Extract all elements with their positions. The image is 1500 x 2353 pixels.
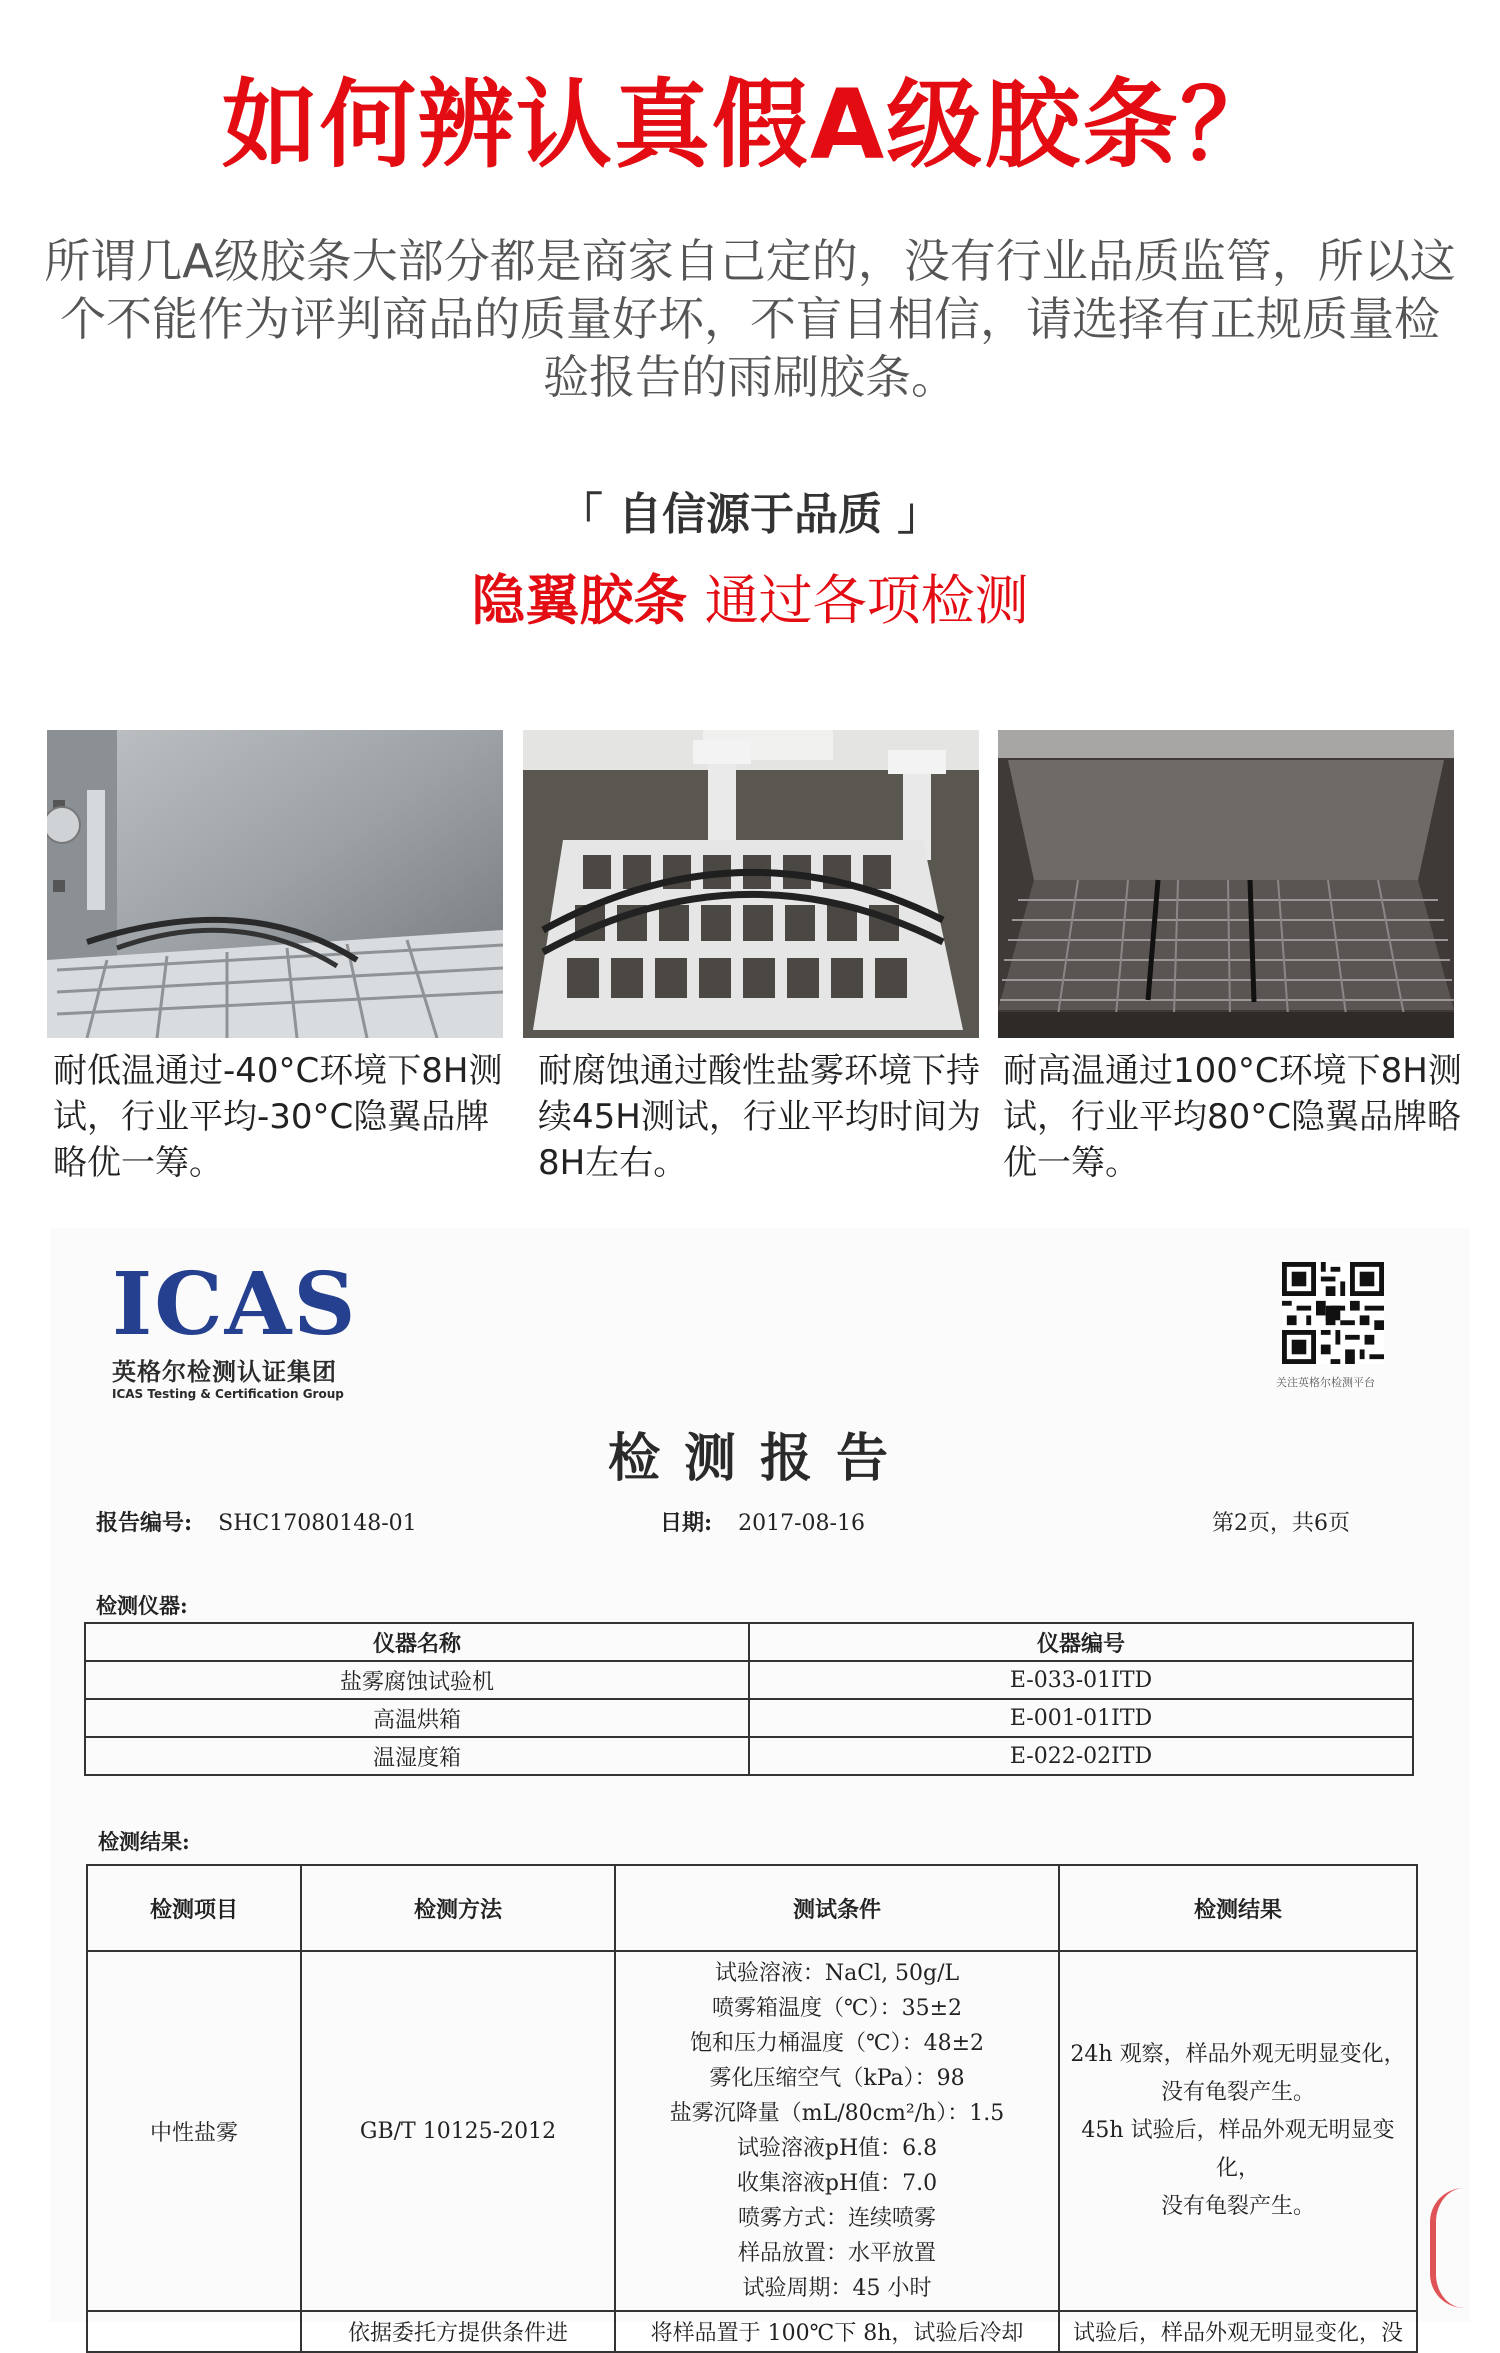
condition-line: 饱和压力桶温度（℃）：48±2 — [689, 2031, 985, 2056]
table-header-cell: 仪器编号 — [749, 1623, 1413, 1661]
report-number-value: SHC17080148-01 — [218, 1511, 417, 1536]
table-row — [85, 1661, 1413, 1699]
table-header-cell: 测试条件 — [615, 1865, 1059, 1951]
icas-logo-english: ICAS Testing & Certification Group — [112, 1387, 344, 1401]
report-number — [96, 1506, 417, 1537]
subheading-brand: 隐翼胶条 — [471, 569, 688, 632]
tagline: 「 自信源于品质 」 — [558, 489, 942, 540]
result-line: 45h 试验后，样品外观无明显变化， — [1081, 2118, 1395, 2181]
instrument-name: 盐雾腐蚀试验机 — [85, 1661, 749, 1699]
test-caption-low-temp: 耐低温通过-40°C环境下8H测试，行业平均-30°C隐翼品牌略优一筹。 — [53, 1051, 503, 1183]
instrument-code: E-033-01ITD — [749, 1661, 1413, 1699]
instrument-code: E-022-02ITD — [749, 1737, 1413, 1775]
report-title: 检测报告 — [607, 1428, 912, 1489]
subheading-rest: 通过各项检测 — [704, 569, 1029, 632]
icas-logo-chinese: 英格尔检测认证集团 — [112, 1358, 337, 1386]
test-conditions: 将样品置于 100℃下 8h，试验后冷却 — [615, 2311, 1059, 2352]
test-result: 试验后，样品外观无明显变化，没 — [1059, 2311, 1417, 2352]
salt-spray-chamber-photo — [523, 730, 979, 1038]
report-date-value: 2017-08-16 — [738, 1511, 865, 1536]
test-item: 中性盐雾 — [87, 1951, 301, 2311]
condition-line: 喷雾箱温度（℃）：35±2 — [711, 1996, 963, 2021]
condition-line: 试验溶液：NaCl, 50g/L — [714, 1961, 960, 1986]
instrument-name: 高温烘箱 — [85, 1699, 749, 1737]
table-header-row — [87, 1865, 1417, 1951]
test-method: GB/T 10125-2012 — [301, 1951, 615, 2311]
test-caption-corrosion: 耐腐蚀通过酸性盐雾环境下持续45H测试，行业平均时间为8H左右。 — [538, 1051, 981, 1183]
condition-line: 收集溶液pH值：7.0 — [736, 2171, 938, 2196]
report-number-label: 报告编号: — [96, 1510, 193, 1536]
condition-line: 喷雾方式：连续喷雾 — [737, 2206, 936, 2231]
condition-line: 样品放置：水平放置 — [737, 2241, 936, 2266]
instrument-name: 温湿度箱 — [85, 1737, 749, 1775]
icas-logo-word: ICAS — [112, 1254, 358, 1355]
table-row — [85, 1737, 1413, 1775]
intro-paragraph: 所谓几A级胶条大部分都是商家自己定的，没有行业品质监管，所以这个不能作为评判商品的质量好坏，不盲目相信，请选择有正规质量检验报告的雨刷胶条。 — [44, 234, 1456, 404]
results-label: 检测结果: — [98, 1829, 190, 1854]
test-caption-high-temp: 耐高温通过100°C环境下8H测试，行业平均80°C隐翼品牌略优一筹。 — [1003, 1051, 1462, 1183]
table-header-cell: 检测项目 — [87, 1865, 301, 1951]
instruments-label: 检测仪器: — [96, 1593, 188, 1618]
instrument-code: E-001-01ITD — [749, 1699, 1413, 1737]
qr-caption: 关注英格尔检测平台 — [1276, 1376, 1375, 1389]
page-headline: 如何辨认真假A级胶条？ — [221, 69, 1279, 181]
subheading — [0, 558, 1500, 635]
test-conditions — [615, 1951, 1059, 2311]
table-header-row — [85, 1623, 1413, 1661]
test-result — [1059, 1951, 1417, 2311]
report-date-label: 日期: — [660, 1510, 713, 1536]
test-item — [87, 2311, 301, 2352]
condition-line: 试验周期：45 小时 — [742, 2276, 932, 2301]
table-row — [85, 1699, 1413, 1737]
instruments-table — [84, 1622, 1414, 1776]
report-page-info: 第2页，共6页 — [1212, 1511, 1350, 1536]
result-line: 24h 观察，样品外观无明显变化， — [1070, 2042, 1406, 2067]
low-temp-chamber-photo — [47, 730, 503, 1038]
table-header-cell: 仪器名称 — [85, 1623, 749, 1661]
results-table — [86, 1864, 1418, 2353]
table-row — [87, 2311, 1417, 2352]
condition-line: 试验溶液pH值：6.8 — [736, 2136, 938, 2161]
report-date — [660, 1506, 865, 1537]
icas-logo — [112, 1254, 358, 1401]
result-line: 没有龟裂产生。 — [1160, 2194, 1315, 2219]
table-header-cell: 检测结果 — [1059, 1865, 1417, 1951]
condition-line: 雾化压缩空气（kPa）：98 — [709, 2066, 965, 2091]
test-method: 依据委托方提供条件进 — [301, 2311, 615, 2352]
test-report-document — [50, 1228, 1470, 2346]
result-line: 没有龟裂产生。 — [1160, 2080, 1315, 2105]
table-row — [87, 1951, 1417, 2311]
high-temp-oven-photo — [998, 730, 1454, 1038]
red-seal-stamp — [1430, 2188, 1464, 2308]
condition-line: 盐雾沉降量（mL/80cm²/h）：1.5 — [669, 2101, 1005, 2126]
qr-code-icon — [1282, 1262, 1384, 1364]
table-header-cell: 检测方法 — [301, 1865, 615, 1951]
